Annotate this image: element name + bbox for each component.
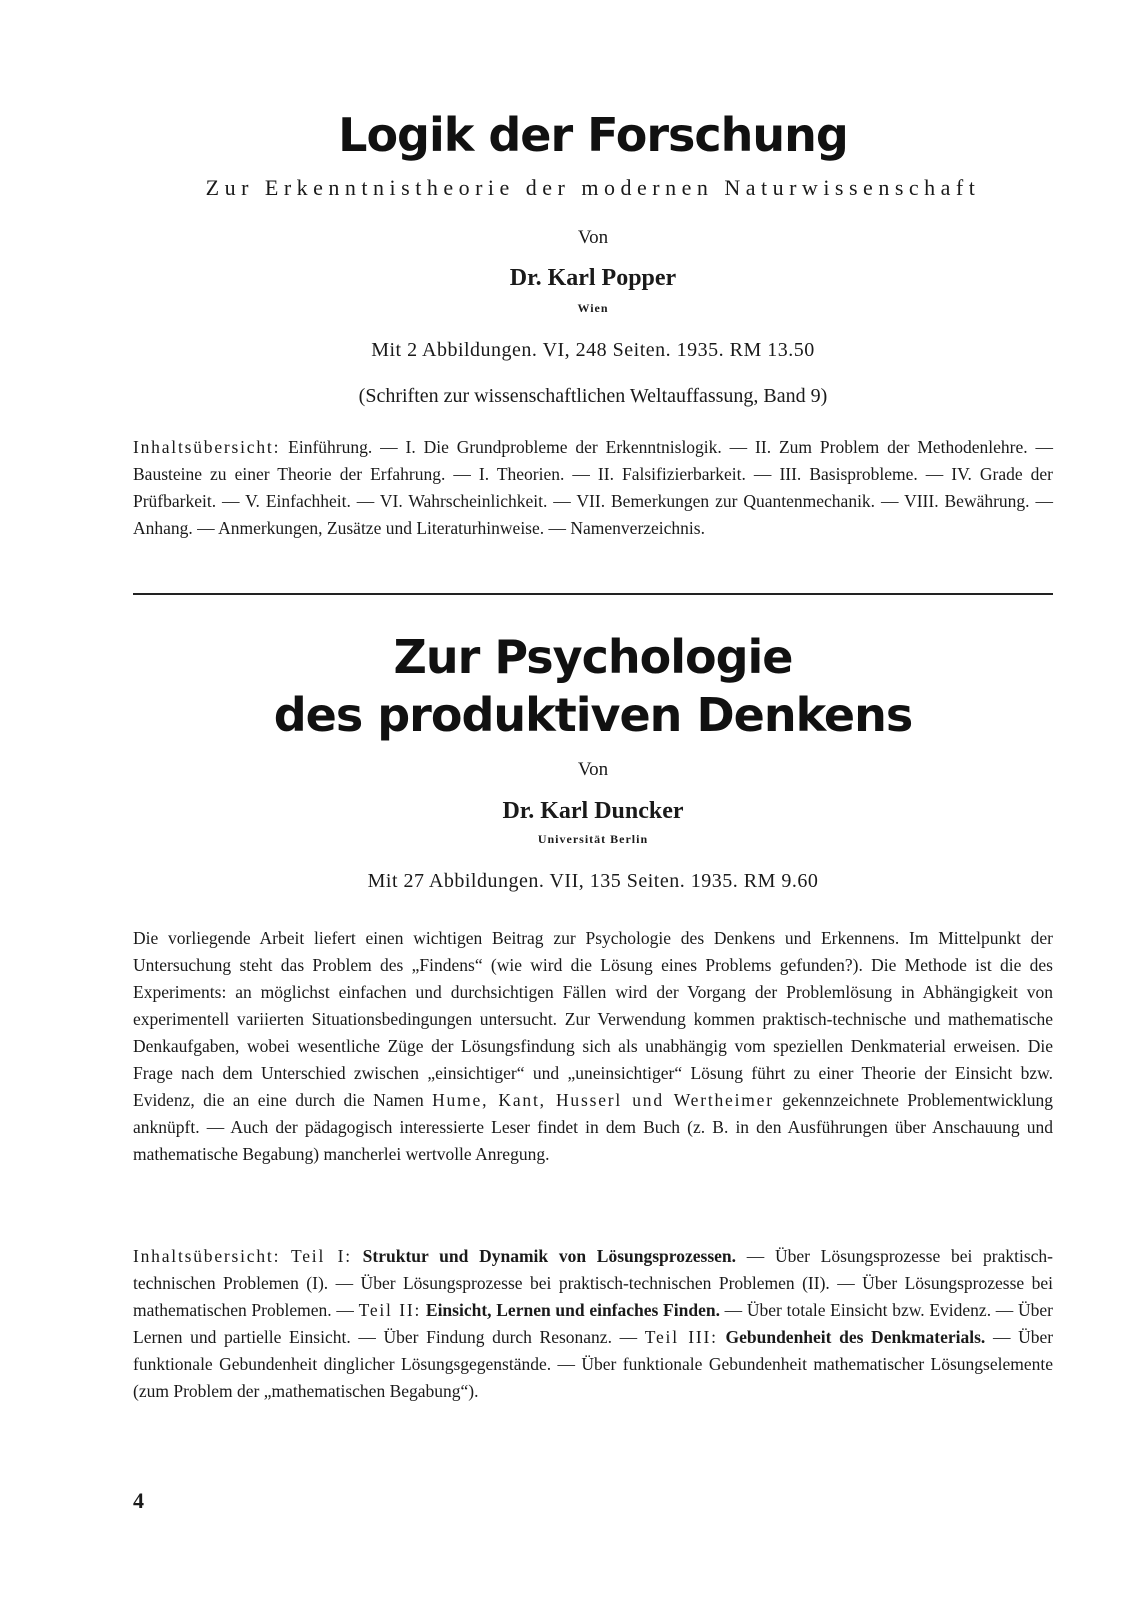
book2-description bbox=[133, 925, 1053, 1168]
book2-von: Von bbox=[577, 759, 609, 780]
book2-description-names: Hume, Kant, Husserl und Wertheimer bbox=[432, 1090, 774, 1110]
book2-teil3-title: Gebundenheit des Denkmaterials. bbox=[725, 1327, 986, 1347]
book1-affiliation: Wien bbox=[577, 301, 609, 315]
book2-teil3-label: Teil III: bbox=[644, 1327, 718, 1347]
book1-contents bbox=[133, 434, 1053, 542]
book1-series: (Schriften zur wissenschaftlichen Weltauffassung, Band 9) bbox=[358, 385, 828, 407]
book2-contents-label: Inhaltsübersicht: bbox=[133, 1246, 281, 1266]
book2-author: Dr. Karl Duncker bbox=[502, 798, 684, 824]
book2-teil2-title: Einsicht, Lernen und einfaches Finden. bbox=[425, 1300, 720, 1320]
book2-teil1-title: Struktur und Dynamik von Lösungsprozessen. bbox=[362, 1246, 737, 1266]
book2-contents-part3: — Über funktionale Gebundenheit dinglicher Lösungsgegenstände. — Über funktionale Gebundenheit mathematischer Lösungselemente (zum Problem der „mathematischen Begabung“). bbox=[133, 1327, 1054, 1401]
book1-subtitle: Zur Erkenntnistheorie der modernen Naturwissenschaft bbox=[205, 175, 981, 200]
book2-contents bbox=[133, 1243, 1053, 1405]
section-divider bbox=[133, 593, 1053, 595]
book2-title-line2: des produktiven Denkens bbox=[273, 688, 913, 742]
book1-contents-text: Einführung. — I. Die Grundprobleme der Erkenntnislogik. — II. Zum Problem der Methodenlehre. — Bausteine zu einer Theorie der Erfahrung. — I. Theorien. — II. Falsifizierbarkeit. — III. Basisprobleme. — IV. Grade der Prüfbarkeit. — V. Einfachheit. — VI. Wahrscheinlichkeit. — VII. Bemerkungen zur Quantenmechanik. — VIII. Bewährung. — Anhang. — Anmerkungen, Zusätze und Literaturhinweise. — Namenverzeichnis. bbox=[133, 437, 1054, 538]
book1-publication: Mit 2 Abbildungen. VI, 248 Seiten. 1935. RM 13.50 bbox=[371, 339, 815, 361]
page-number: 4 bbox=[133, 1488, 144, 1513]
book1-contents-label: Inhaltsübersicht: bbox=[133, 437, 281, 457]
book1-von: Von bbox=[577, 227, 609, 248]
book2-contents-part2: — Über totale Einsicht bzw. Evidenz. — Über Lernen und partielle Einsicht. — Über Findung durch Resonanz. — bbox=[133, 1300, 1053, 1347]
book2-contents-part1: — Über Lösungsprozesse bei praktisch-technischen Problemen (I). — Über Lösungsprozesse bei praktisch-technischen Problemen (II). — Über Lösungsprozesse bei mathematischen Problemen. — bbox=[133, 1246, 1054, 1320]
book2-publication: Mit 27 Abbildungen. VII, 135 Seiten. 1935. RM 9.60 bbox=[367, 870, 819, 892]
book1-author: Dr. Karl Popper bbox=[509, 265, 677, 291]
book2-teil1-label: Teil I: bbox=[290, 1246, 352, 1266]
book2-description-b: gekennzeichnete Problementwicklung anknüpft. — Auch der pädagogisch interessierte Leser findet in dem Buch (z. B. in den Ausführungen über Anschauung und mathematische Begabung) mancherlei wertvolle Anregung. bbox=[133, 1090, 1054, 1164]
book1-title: Logik der Forschung bbox=[338, 108, 848, 162]
book2-teil2-label: Teil II: bbox=[358, 1300, 422, 1320]
book2-affiliation: Universität Berlin bbox=[537, 832, 649, 846]
book2-title-line1: Zur Psychologie bbox=[393, 630, 793, 684]
book2-description-a: Die vorliegende Arbeit liefert einen wichtigen Beitrag zur Psychologie des Denkens und Erkennens. Im Mittelpunkt der Untersuchung steht das Problem des „Findens“ (wie wird die Lösung eines Problems gefunden?). Die Methode ist die des Experiments: an möglichst einfachen und durchsichtigen Fällen wird der Vorgang der Problemlösung in Abhängigkeit von experimentell variierten Situationsbedingungen untersucht. Zur Verwendung kommen praktisch-technische und mathematische Denkaufgaben, wobei wesentliche Züge der Lösungsfindung sich als unabhängig vom speziellen Denkmaterial erweisen. Die Frage nach dem Unterschied zwischen „einsichtiger“ und „uneinsichtiger“ Lösung führt zu einer Theorie der Einsicht bzw. Evidenz, die an eine durch die Namen bbox=[133, 928, 1053, 1110]
